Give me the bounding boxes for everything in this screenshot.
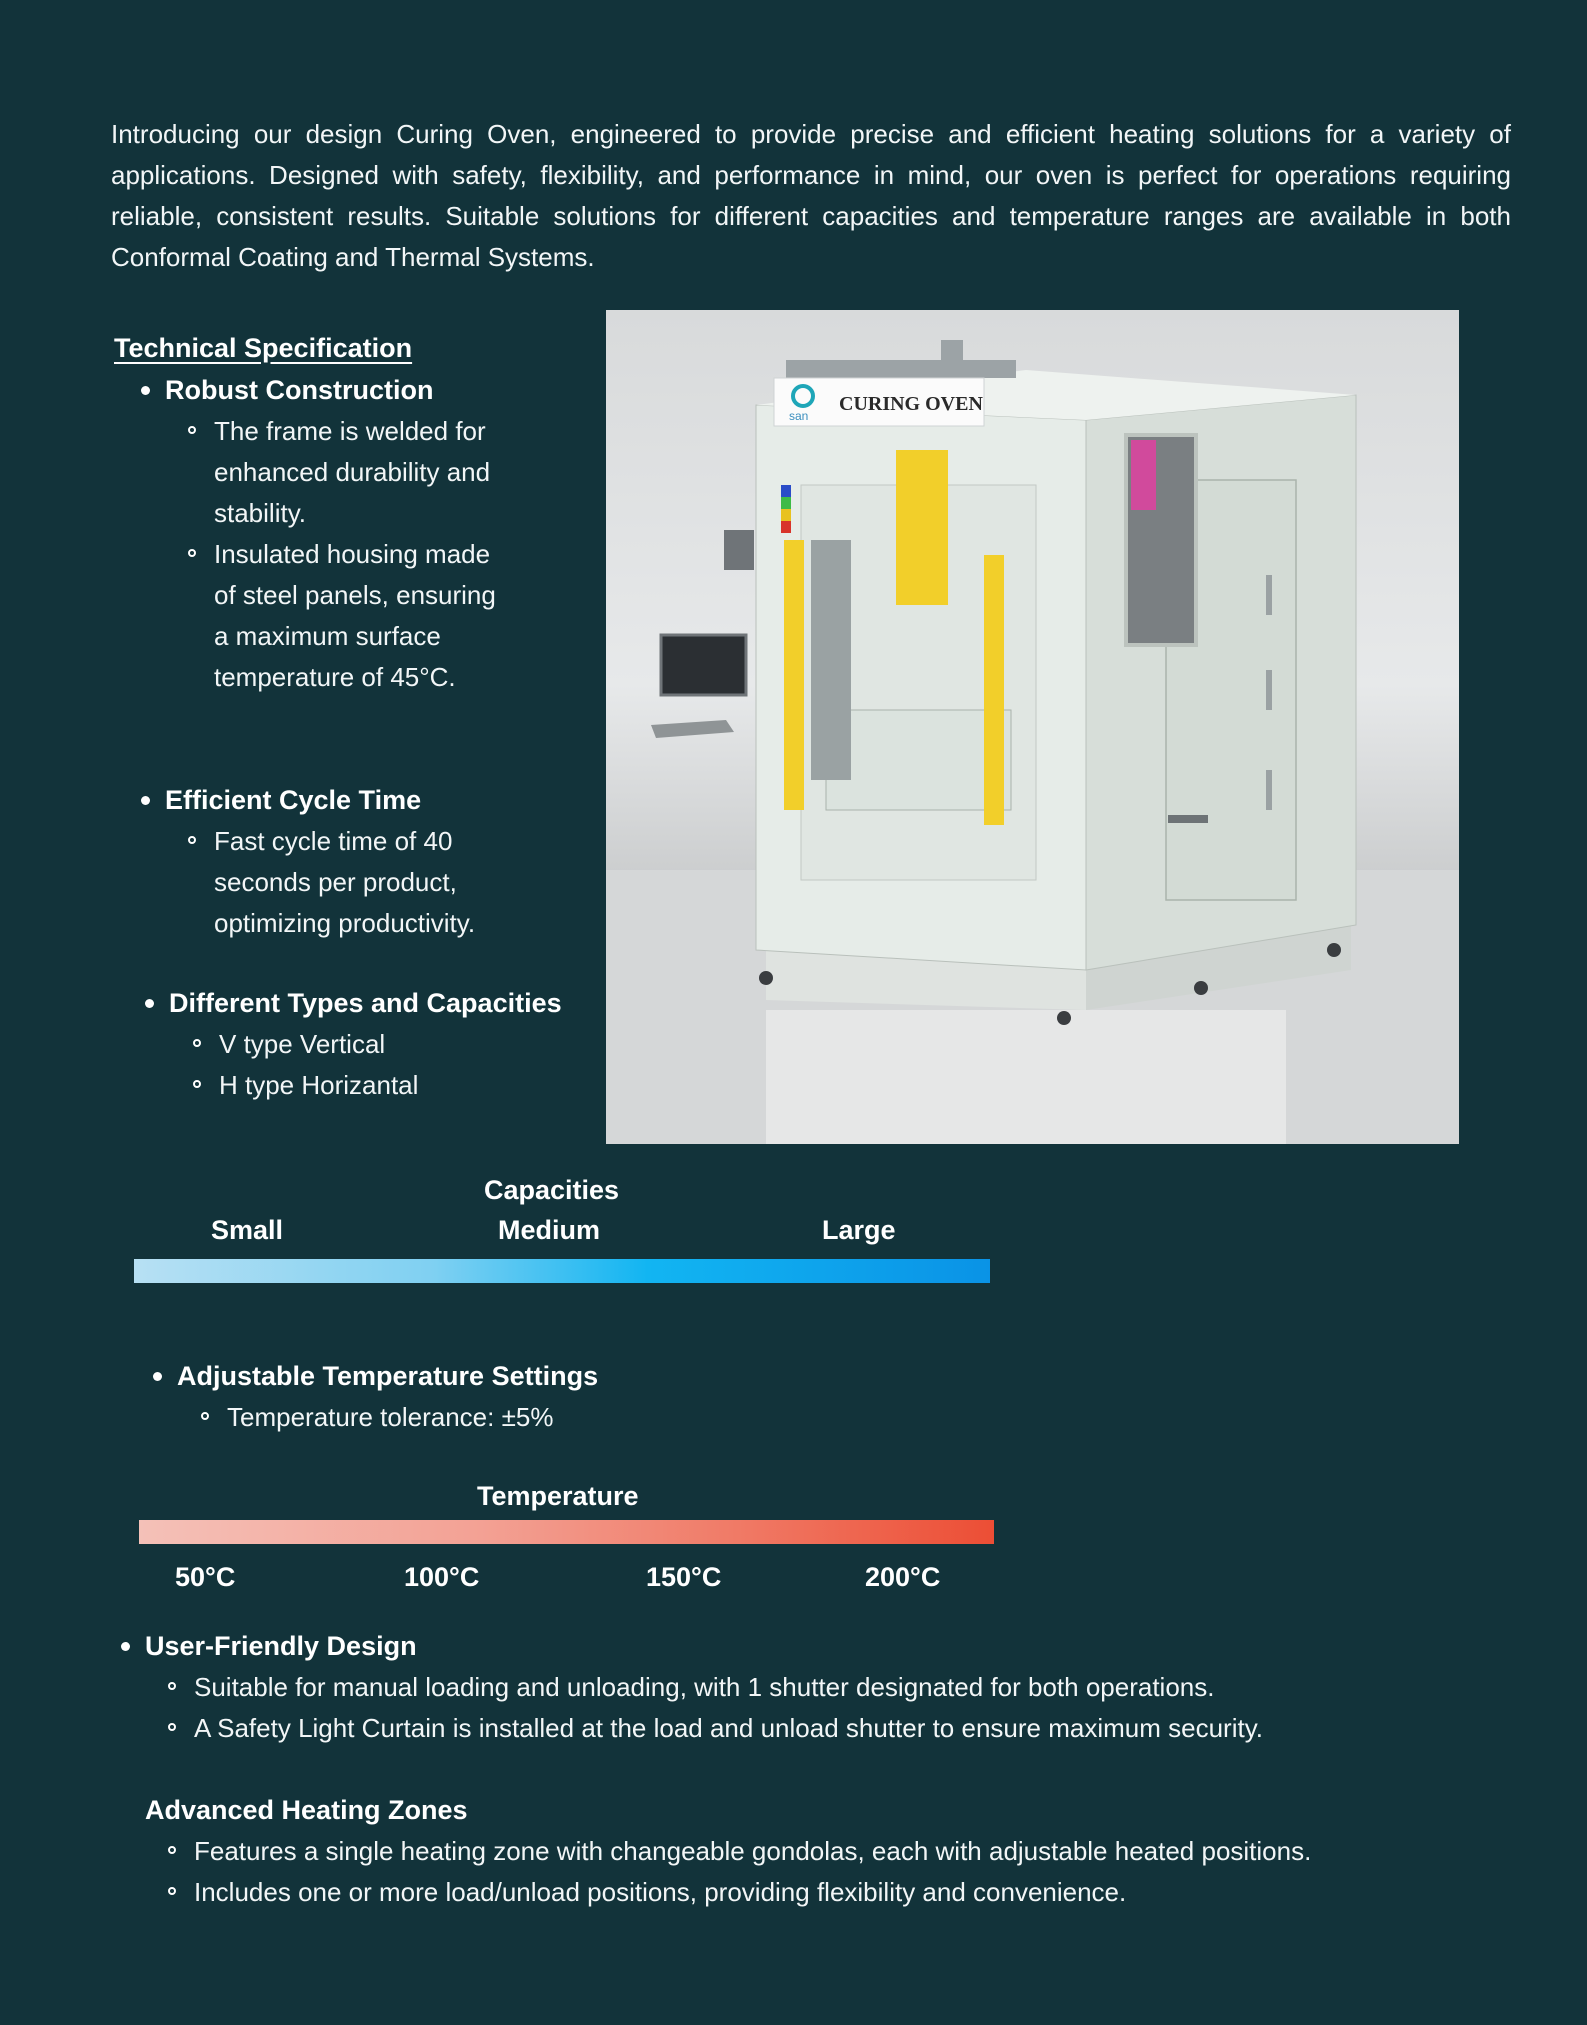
user-friendly-item-loading: Suitable for manual loading and unloading, with 1 shutter designated for both operations. <box>194 1667 1263 1708</box>
capacity-label-large: Large <box>822 1215 896 1245</box>
curing-oven-illustration <box>606 310 1459 1144</box>
intro-paragraph: Introducing our design Curing Oven, engineered to provide precise and efficient heating solutions for a variety of applications. Designed with safety, flexibility, and performance in mind, our oven is perfect for operations requiring reliable, consistent results. Suitable solutions for different capacities and temperature ranges are available in both Conformal Coating and Thermal Systems. <box>111 119 1511 272</box>
user-friendly-item-safety: A Safety Light Curtain is installed at the load and unload shutter to ensure maximum security. <box>194 1708 1263 1749</box>
robust-item-housing: Insulated housing made of steel panels, ensuring a maximum surface temperature of 45°C. <box>214 534 514 698</box>
temperature-section <box>177 1356 598 1438</box>
sign-text: CURING OVEN <box>839 393 983 415</box>
temperature-label-150: 150°C <box>646 1562 722 1592</box>
spec-title: Technical Specification <box>114 333 413 363</box>
capacities-title: Capacities <box>484 1175 620 1205</box>
temperature-title: Temperature <box>477 1481 639 1511</box>
types-section <box>169 983 562 1106</box>
types-item-vertical: V type Vertical <box>219 1024 562 1065</box>
temperature-label-100: 100°C <box>404 1562 480 1592</box>
cycle-time-item: Fast cycle time of 40 seconds per product, optimizing productivity. <box>214 821 514 944</box>
heating-zones-heading: Advanced Heating Zones <box>145 1790 1311 1831</box>
temperature-tolerance-item: Temperature tolerance: ±5% <box>227 1397 598 1438</box>
robust-construction-section <box>165 370 514 698</box>
cycle-time-heading: Efficient Cycle Time <box>165 780 514 821</box>
robust-item-frame: The frame is welded for enhanced durability and stability. <box>214 411 514 534</box>
capacity-gradient-bar <box>134 1259 990 1283</box>
heating-zones-item-positions: Includes one or more load/unload positions, providing flexibility and convenience. <box>194 1872 1311 1907</box>
capacity-label-small: Small <box>211 1215 284 1245</box>
user-friendly-section <box>145 1626 1263 1749</box>
temperature-label-200: 200°C <box>865 1562 941 1592</box>
temperature-heading: Adjustable Temperature Settings <box>177 1356 598 1397</box>
heating-zones-section <box>145 1790 1311 1907</box>
types-heading: Different Types and Capacities <box>169 983 562 1024</box>
temperature-label-50: 50°C <box>175 1562 236 1592</box>
capacity-label-medium: Medium <box>498 1215 601 1245</box>
sign-logo-text: san <box>789 409 809 423</box>
types-item-horizontal: H type Horizantal <box>219 1065 562 1106</box>
cycle-time-section <box>165 780 514 944</box>
temperature-gradient-bar <box>139 1520 994 1544</box>
heating-zones-item-gondolas: Features a single heating zone with changeable gondolas, each with adjustable heated positions. <box>194 1831 1311 1872</box>
robust-construction-heading: Robust Construction <box>165 370 514 411</box>
user-friendly-heading: User-Friendly Design <box>145 1626 1263 1667</box>
curing-oven-photo <box>606 310 1459 1144</box>
